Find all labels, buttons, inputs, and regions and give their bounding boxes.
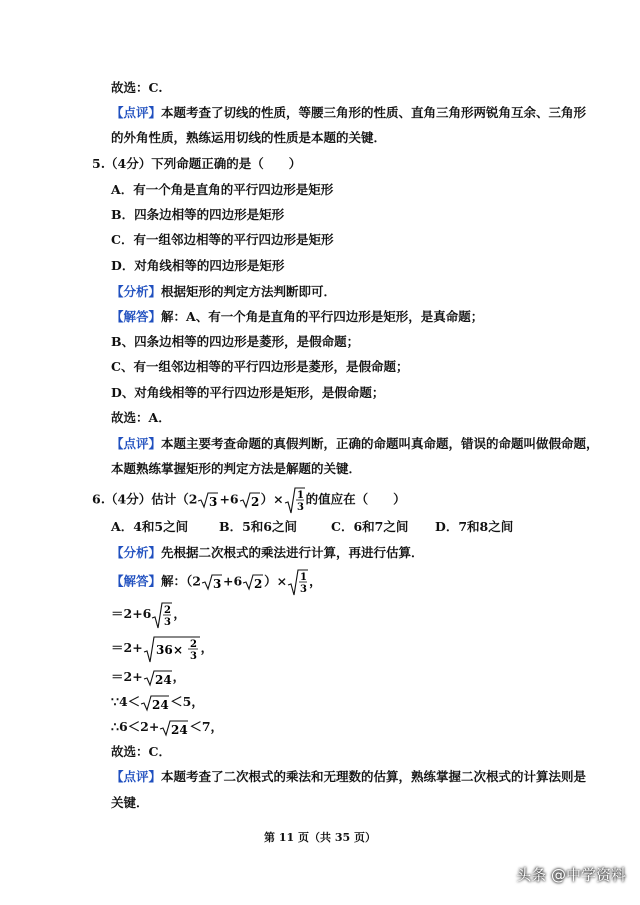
step-text: ＝2+ xyxy=(111,669,143,684)
answer-choice-prev: 故选：C. xyxy=(111,80,163,95)
step-text: ， xyxy=(200,640,214,655)
step-text: ， xyxy=(173,606,186,621)
comment-tag: 【点评】 xyxy=(111,436,162,451)
q6-stem-part: 6.（4分）估计（2 xyxy=(92,491,198,507)
radicand-36: 36 xyxy=(155,642,173,657)
q6-solution xyxy=(111,568,322,594)
q6-stem-part: 的值应在（ ） xyxy=(305,491,406,507)
q5-comment xyxy=(111,435,599,453)
analysis-tag: 【分析】 xyxy=(111,284,162,299)
numerator: 1 xyxy=(300,572,308,583)
sqrt-one-third xyxy=(287,568,309,596)
radicand: 2 xyxy=(250,495,259,509)
sqrt-one-third xyxy=(284,486,306,514)
q6-stem-part: ）× xyxy=(260,491,284,507)
solution-part: ）× xyxy=(264,573,288,589)
sqrt-24 xyxy=(140,694,170,712)
solution-tag: 【解答】 xyxy=(111,573,162,589)
sqrt-two-thirds xyxy=(151,601,173,629)
analysis-text: 先根据二次根式的乘法进行计算，再进行估算． xyxy=(161,545,424,560)
sqrt-2 xyxy=(242,573,264,591)
q6-answer: 故选：C． xyxy=(111,744,171,759)
solution-part: +6 xyxy=(222,573,243,589)
solution-text: 解：A、有一个角是直角的平行四边形是矩形，是真命题； xyxy=(161,309,484,324)
sqrt-2 xyxy=(239,491,261,509)
q6-option-d: D．7和8之间 xyxy=(435,519,514,534)
step-text: ＝2+ xyxy=(111,640,143,655)
q6-comment xyxy=(111,768,586,786)
comment-tag: 【点评】 xyxy=(111,769,162,784)
sqrt-3 xyxy=(201,573,223,591)
denominator: 3 xyxy=(296,502,304,513)
q5-option-b: B．四条边相等的四边形是矩形 xyxy=(111,207,285,222)
q5-option-a: A．有一个角是直角的平行四边形是矩形 xyxy=(111,182,334,197)
q5-solution-b: B、四条边相等的四边形是菱形，是假命题； xyxy=(111,334,360,349)
radicand: 24 xyxy=(171,722,189,737)
q6-step-1 xyxy=(111,600,186,628)
q5-solution xyxy=(111,308,483,326)
radicand: 3 xyxy=(209,495,218,509)
q6-comment-cont: 关键． xyxy=(111,795,149,810)
numerator: 2 xyxy=(189,638,197,650)
comment-tag: 【点评】 xyxy=(111,105,162,120)
q6-options xyxy=(111,518,513,536)
q6-option-b: B．5和6之间 xyxy=(219,519,297,534)
comment-prev xyxy=(111,104,586,122)
comment-text: 本题考查了切线的性质，等腰三角形的性质、直角三角形两锐角互余、三角形 xyxy=(161,105,587,120)
comment-prev-cont: 的外角性质，熟练运用切线的性质是本题的关键． xyxy=(111,130,387,145)
step-text: ∴6＜2+ xyxy=(111,719,160,734)
q5-answer: 故选：A． xyxy=(111,410,171,425)
analysis-text: 根据矩形的判定方法判断即可． xyxy=(161,284,337,299)
radicand: 24 xyxy=(152,697,169,712)
q6-stem-part: +6 xyxy=(219,491,239,507)
q5-solution-c: C、有一组邻边相等的平行四边形是菱形，是假命题； xyxy=(111,359,409,374)
step-text: ＜5， xyxy=(170,694,204,709)
q6-step-5 xyxy=(111,716,223,738)
question-6-stem xyxy=(92,486,406,512)
radicand: 2 xyxy=(254,577,263,591)
q6-option-c: C．6和7之间 xyxy=(331,519,409,534)
step-text: ＝2+6 xyxy=(111,606,152,621)
solution-part: 解：（2 xyxy=(161,573,201,589)
q6-option-a: A．4和5之间 xyxy=(111,519,189,534)
solution-tag: 【解答】 xyxy=(111,309,162,324)
q5-analysis xyxy=(111,283,336,301)
times: × xyxy=(172,642,183,657)
comment-text: 本题主要考查命题的真假判断，正确的命题叫真命题，错误的命题叫做假命题， xyxy=(161,436,599,451)
q5-solution-d: D、对角线相等的平行四边形是矩形，是假命题； xyxy=(111,385,385,400)
step-text: ＜7， xyxy=(189,719,224,734)
denominator: 3 xyxy=(164,616,172,628)
q5-option-c: C．有一组邻边相等的平行四边形是矩形 xyxy=(111,232,334,247)
q6-analysis xyxy=(111,544,424,562)
denominator: 3 xyxy=(300,584,308,595)
q6-step-4 xyxy=(111,691,204,713)
q6-step-3 xyxy=(111,666,185,688)
radicand: 3 xyxy=(212,577,222,591)
comment-text: 本题考查了二次根式的乘法和无理数的估算，熟练掌握二次根式的计算法则是 xyxy=(161,769,587,784)
watermark: 头条 @中学资料 xyxy=(516,866,626,884)
sqrt-24 xyxy=(159,719,189,737)
solution-part: ， xyxy=(309,573,322,589)
sqrt-24 xyxy=(143,669,173,687)
step-text: ∵4 xyxy=(111,694,128,709)
q5-comment-cont: 本题熟练掌握矩形的判定方法是解题的关键． xyxy=(111,461,362,476)
q5-option-d: D．对角线相等的四边形是矩形 xyxy=(111,258,285,273)
sqrt-36-times-two-thirds xyxy=(143,635,201,663)
question-5-stem: 5.（4分）下列命题正确的是（ ） xyxy=(92,156,302,171)
denominator: 3 xyxy=(189,650,197,662)
numerator: 2 xyxy=(164,604,172,616)
radicand: 24 xyxy=(154,672,172,687)
q6-step-2 xyxy=(111,634,213,662)
analysis-tag: 【分析】 xyxy=(111,545,162,560)
numerator: 1 xyxy=(296,490,304,501)
less-than: ＜ xyxy=(127,694,141,709)
page-footer: 第 11 页（共 35 页） xyxy=(264,831,376,844)
sqrt-3 xyxy=(197,491,219,509)
step-text: ， xyxy=(172,669,186,684)
